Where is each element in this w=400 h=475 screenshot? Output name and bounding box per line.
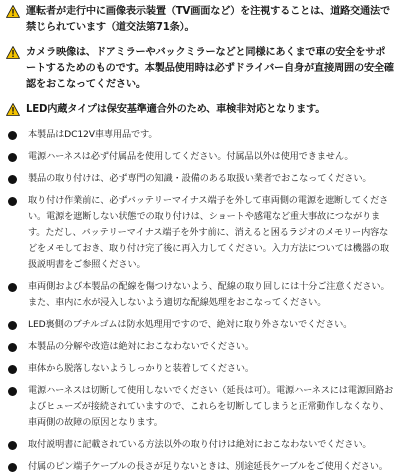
bullet-dot	[8, 441, 17, 450]
warning-item	[6, 45, 394, 93]
warning-triangle-icon	[6, 5, 20, 18]
warning-item	[6, 4, 394, 36]
bullet-dot	[8, 283, 17, 292]
bullet-dot	[8, 387, 17, 396]
list-item	[6, 361, 394, 377]
list-item-text: 電源ハーネスは必ず付属品を使用してください。付属品以外は使用できません。	[28, 151, 354, 162]
bullet-dot	[8, 463, 17, 472]
list-item-text: 車体から脱落しないようしっかりと装着してください。	[28, 363, 254, 374]
bullet-dot	[8, 197, 17, 206]
list-item	[6, 383, 394, 431]
list-item	[6, 339, 394, 355]
bullet-dot	[8, 365, 17, 374]
warning-text: カメラ映像は、ドアミラーやバックミラーなどと同様にあくまで車の安全をサポートするためのものです。本製品使用時は必ずドライバー自身が直接周囲の安全確認をおこなってください。	[26, 47, 394, 90]
caution-list	[6, 127, 394, 475]
bullet-dot	[8, 131, 17, 140]
list-item	[6, 279, 394, 311]
list-item-text: 本製品の分解や改造は絶対におこなわないでください。	[28, 341, 254, 352]
list-item	[6, 193, 394, 273]
bullet-dot	[8, 321, 17, 330]
list-item-text: 製品の取り付けは、必ず専門の知識・設備のある取扱い業者でおこなってください。	[28, 173, 372, 184]
list-item	[6, 437, 394, 453]
list-item-text: 付属のピン端子ケーブルの長さが足りないときは、別途延長ケーブルをご使用ください。	[28, 461, 388, 472]
bullet-dot	[8, 175, 17, 184]
list-item-text: 電源ハーネスは切断して使用しないでください（延長は可）。電源ハーネスには電源回路およびヒューズが接続されていますので、これらを切断してしまうと正常動作しなくなり、車両側の故障の原因となります。	[28, 385, 394, 428]
warning-text: 運転者が走行中に画像表示装置（TV画面など）を注視することは、道路交通法で禁じられています（道交法第71条）。	[26, 6, 390, 33]
list-item-text: 車両側および本製品の配線を傷つけないよう、配線の取り回しには十分ご注意ください。また、車内に水が浸入しないよう適切な配線処理をおこなってください。	[28, 281, 390, 308]
warning-text: LED内蔵タイプは保安基準適合外のため、車検非対応となります。	[26, 104, 326, 115]
list-item-text: 取付説明書に記載されている方法以外の取り付けは絶対におこなわないでください。	[28, 439, 372, 450]
warning-item	[6, 102, 394, 118]
warning-triangle-icon	[6, 46, 20, 59]
list-item-text: LED裏側のブチルゴムは防水処理用ですので、絶対に取り外さないでください。	[28, 319, 353, 330]
list-item-text: 取り付け作業前に、必ずバッテリーマイナス端子を外して車両側の電源を遮断してください。電源を遮断しない状態での取り付けは、ショートや感電など重大事故につながります。ただし、バッテリーマイナス端子を外す前に、消えると困るラジオのメモリー内容などをメモしておき、取り付け完了後に再入力してください。入力方法については機器の取扱説明書をご参照ください。	[28, 195, 389, 270]
warning-triangle-icon	[6, 103, 20, 116]
list-item	[6, 127, 394, 143]
list-item	[6, 149, 394, 165]
bullet-dot	[8, 153, 17, 162]
list-item	[6, 317, 394, 333]
list-item	[6, 171, 394, 187]
list-item	[6, 459, 394, 475]
bullet-dot	[8, 343, 17, 352]
list-item-text: 本製品はDC12V車専用品です。	[28, 129, 158, 140]
